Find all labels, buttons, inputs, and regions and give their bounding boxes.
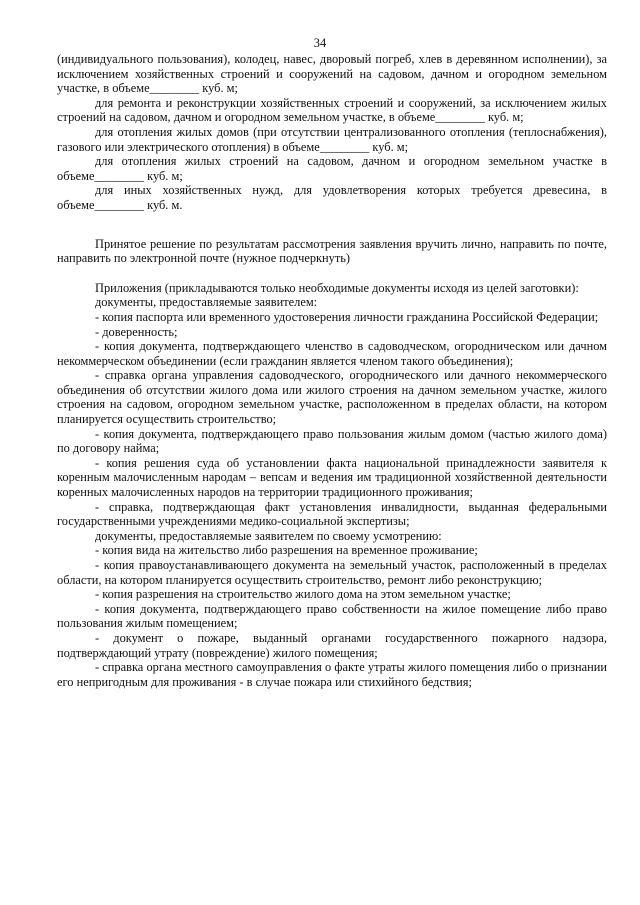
volume-paragraph: для иных хозяйственных нужд, для удовлетворения которых требуется древесина, в объеме________ куб. м.: [57, 183, 607, 212]
volume-paragraph: для отопления жилых домов (при отсутствии централизованного отопления (теплоснабжения), газового или электрического отопления) в объеме________ куб. м;: [57, 124, 607, 154]
document-list-item: - копия разрешения на строительство жилого дома на этом земельном участке;: [95, 587, 511, 602]
document-list-item: - справка, подтверждающая факт установления инвалидности, выданная федеральными государственными учреждениями медико-социальной экспертизы;: [57, 499, 607, 529]
document-list-item: - документ о пожаре, выданный органами государственного пожарного надзора, подтверждающий утрату (повреждение) жилого помещения;: [57, 630, 607, 660]
document-body: [57, 52, 607, 689]
document-list-item: - доверенность;: [95, 324, 178, 339]
document-list-item: - копия паспорта или временного удостоверения личности гражданина Российской Федерации;: [95, 309, 599, 324]
volume-paragraph: для ремонта и реконструкции хозяйственных строений и сооружений, за исключением жилых строений на садовом, дачном и огородном земельном участке, в объеме________ куб. м;: [57, 95, 607, 125]
document-list-item: - копия правоустанавливающего документа на земельный участок, расположенный в пределах области, на котором планируется осуществить строительство, ремонт либо реконструкцию;: [57, 558, 607, 587]
applicant-docs-heading: документы, предоставляемые заявителем:: [95, 295, 318, 310]
decision-paragraph: Принятое решение по результатам рассмотрения заявления вручить лично, направить по почте, направить по электронной почте (нужное подчеркнуть): [57, 236, 607, 266]
document-list-item: - копия вида на жительство либо разрешения на временное проживание;: [95, 543, 478, 558]
document-list-item: - копия документа, подтверждающего членство в садоводческом, огородническом или дачном некоммерческом объединении (если гражданин является членом такого объединения);: [57, 339, 607, 368]
optional-docs-heading: документы, предоставляемые заявителем по своему усмотрению:: [95, 528, 442, 543]
document-list-item: - копия документа, подтверждающего право собственности на жилое помещение либо право пользования жилым помещением;: [57, 601, 607, 631]
volume-paragraph: (индивидуального пользования), колодец, навес, дворовый погреб, хлев в деревянном исполнении), за исключением хозяйственных строений и сооружений на садовом, дачном и огородном земельном участке, в объеме________ куб. м;: [57, 52, 607, 96]
volume-paragraph: для отопления жилых строений на садовом, дачном и огородном земельном участке в объеме________ куб. м;: [57, 154, 607, 183]
attachments-heading: Приложения (прикладываются только необходимые документы исходя из целей заготовки):: [95, 280, 579, 295]
page-number: 34: [313, 36, 327, 50]
document-list-item: - справка органа управления садоводческого, огороднического или дачного некоммерческого объединения об отсутствии жилого дома или жилого строения на дачном земельном участке, жилого строения на садовом, огородном земельном участке, расположенном в пределах области, на котором планируется осуществить строительство;: [57, 368, 607, 427]
document-list-item: - копия решения суда об установлении факта национальной принадлежности заявителя к коренным малочисленным народам – вепсам и ведения им традиционной хозяйственной деятельности коренных малочисленных народов на территории традиционного проживания;: [57, 455, 607, 500]
document-list-item: - копия документа, подтверждающего право пользования жилым домом (частью жилого дома) по договору найма;: [57, 426, 607, 456]
document-list-item: - справка органа местного самоуправления о факте утраты жилого помещения либо о признании его непригодным для проживания - в случае пожара или стихийного бедствия;: [57, 660, 607, 689]
